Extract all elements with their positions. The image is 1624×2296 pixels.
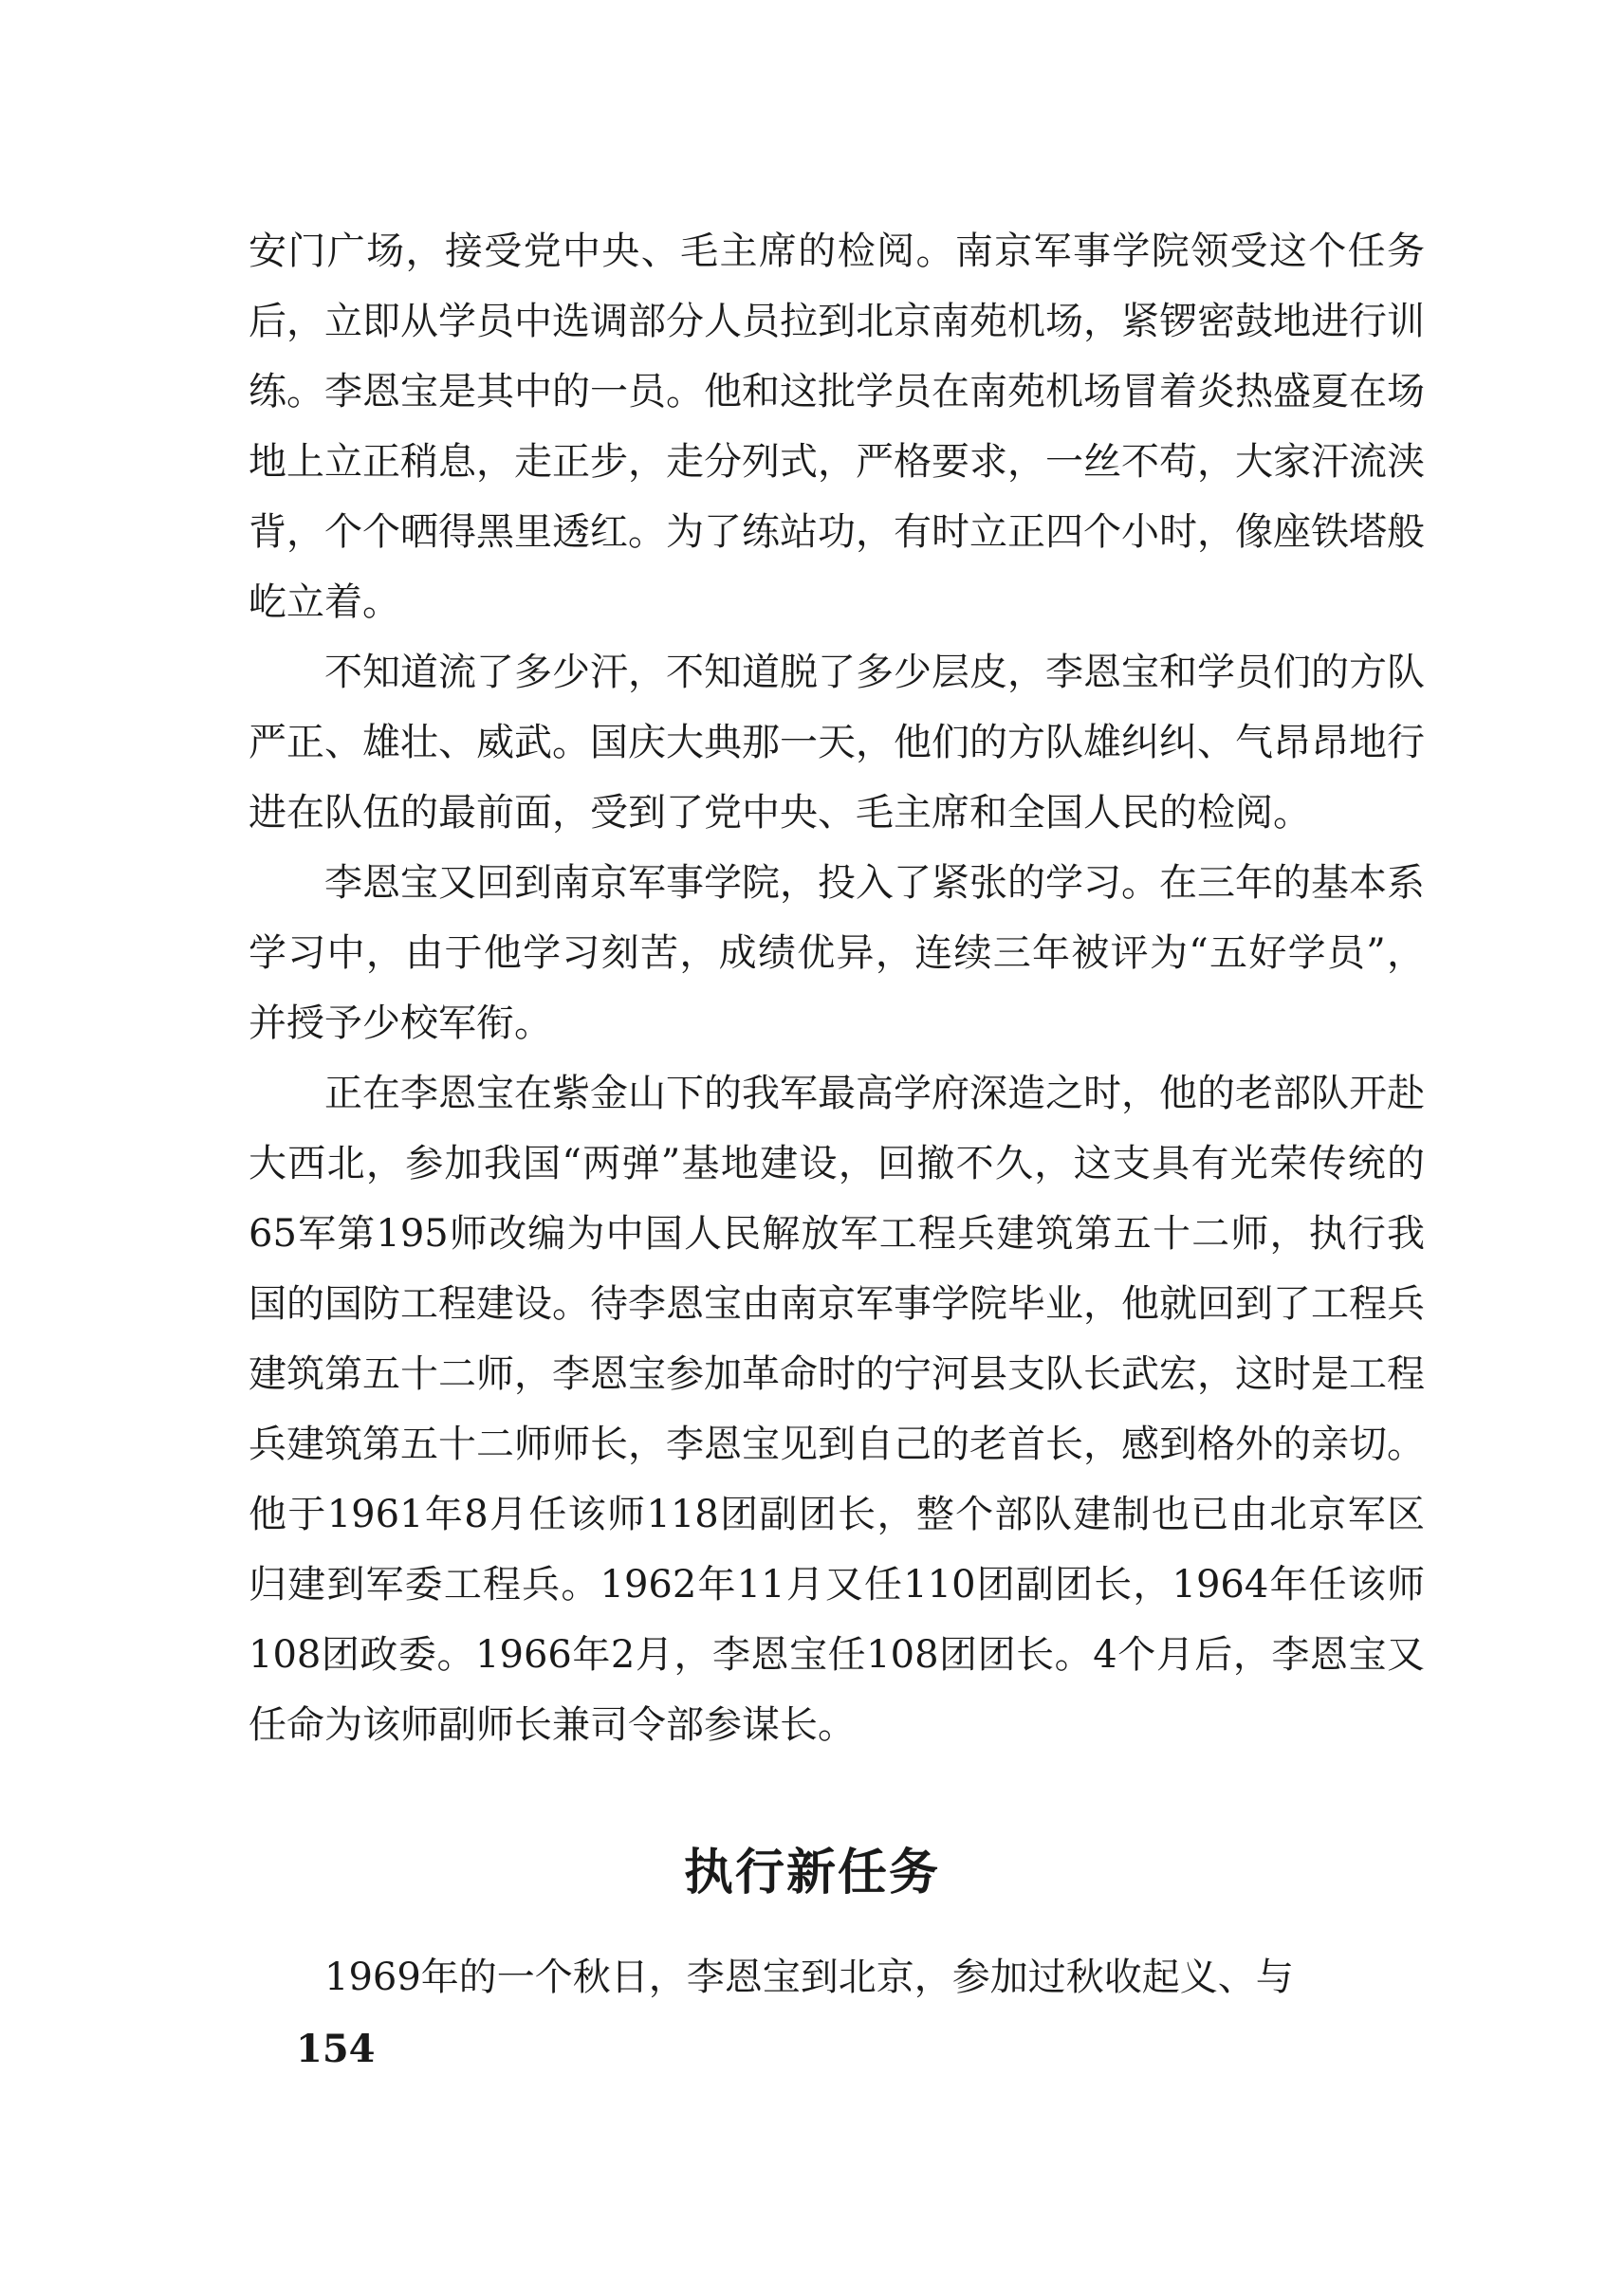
paragraph-2: 不知道流了多少汗，不知道脱了多少层皮，李恩宝和学员们的方队严正、雄壮、威武。国庆大典那一天，他们的方队雄纠纠、气昂昂地行进在队伍的最前面，受到了党中央、毛主席和全国人民的检阅。	[249, 651, 1425, 835]
paragraph-1: 安门广场，接受党中央、毛主席的检阅。南京军事学院领受这个任务后，立即从学员中选调部分人员拉到北京南苑机场，紧锣密鼓地进行训练。李恩宝是其中的一员。他和这批学员在南苑机场冒着炎热盛夏在场地上立正稍息，走正步，走分列式，严格要求，一丝不苟，大家汗流浃背，个个晒得黑里透红。为了练站功，有时立正四个小时，像座铁塔般屹立着。	[249, 230, 1425, 624]
paragraph-3: 李恩宝又回到南京军事学院，投入了紧张的学习。在三年的基本系学习中，由于他学习刻苦，成绩优异，连续三年被评为“五好学员”，并授予少校军衔。	[249, 861, 1425, 1045]
section-heading: 执行新任务	[683, 1845, 940, 1901]
paragraph-5: 1969年的一个秋日，李恩宝到北京，参加过秋收起义、与	[324, 1956, 1294, 1999]
page-number: 154	[296, 2027, 376, 2071]
paragraph-4: 正在李恩宝在紫金山下的我军最高学府深造之时，他的老部队开赴大西北，参加我国“两弹”基地建设，回撤不久，这支具有光荣传统的65军第195师改编为中国人民解放军工程兵建筑第五十二师，执行我国的国防工程建设。待李恩宝由南京军事学院毕业，他就回到了工程兵建筑第五十二师，李恩宝参加革命时的宁河县支队长武宏，这时是工程兵建筑第五十二师师长，李恩宝见到自己的老首长，感到格外的亲切。他于1961年8月任该师118团副团长，整个部队建制也已由北京军区归建到军委工程兵。1962年11月又任110团副团长，1964年任该师108团政委。1966年2月，李恩宝任108团团长。4个月后，李恩宝又任命为该师副师长兼司令部参谋长。	[249, 1072, 1425, 1747]
body-text	[249, 216, 1425, 1760]
